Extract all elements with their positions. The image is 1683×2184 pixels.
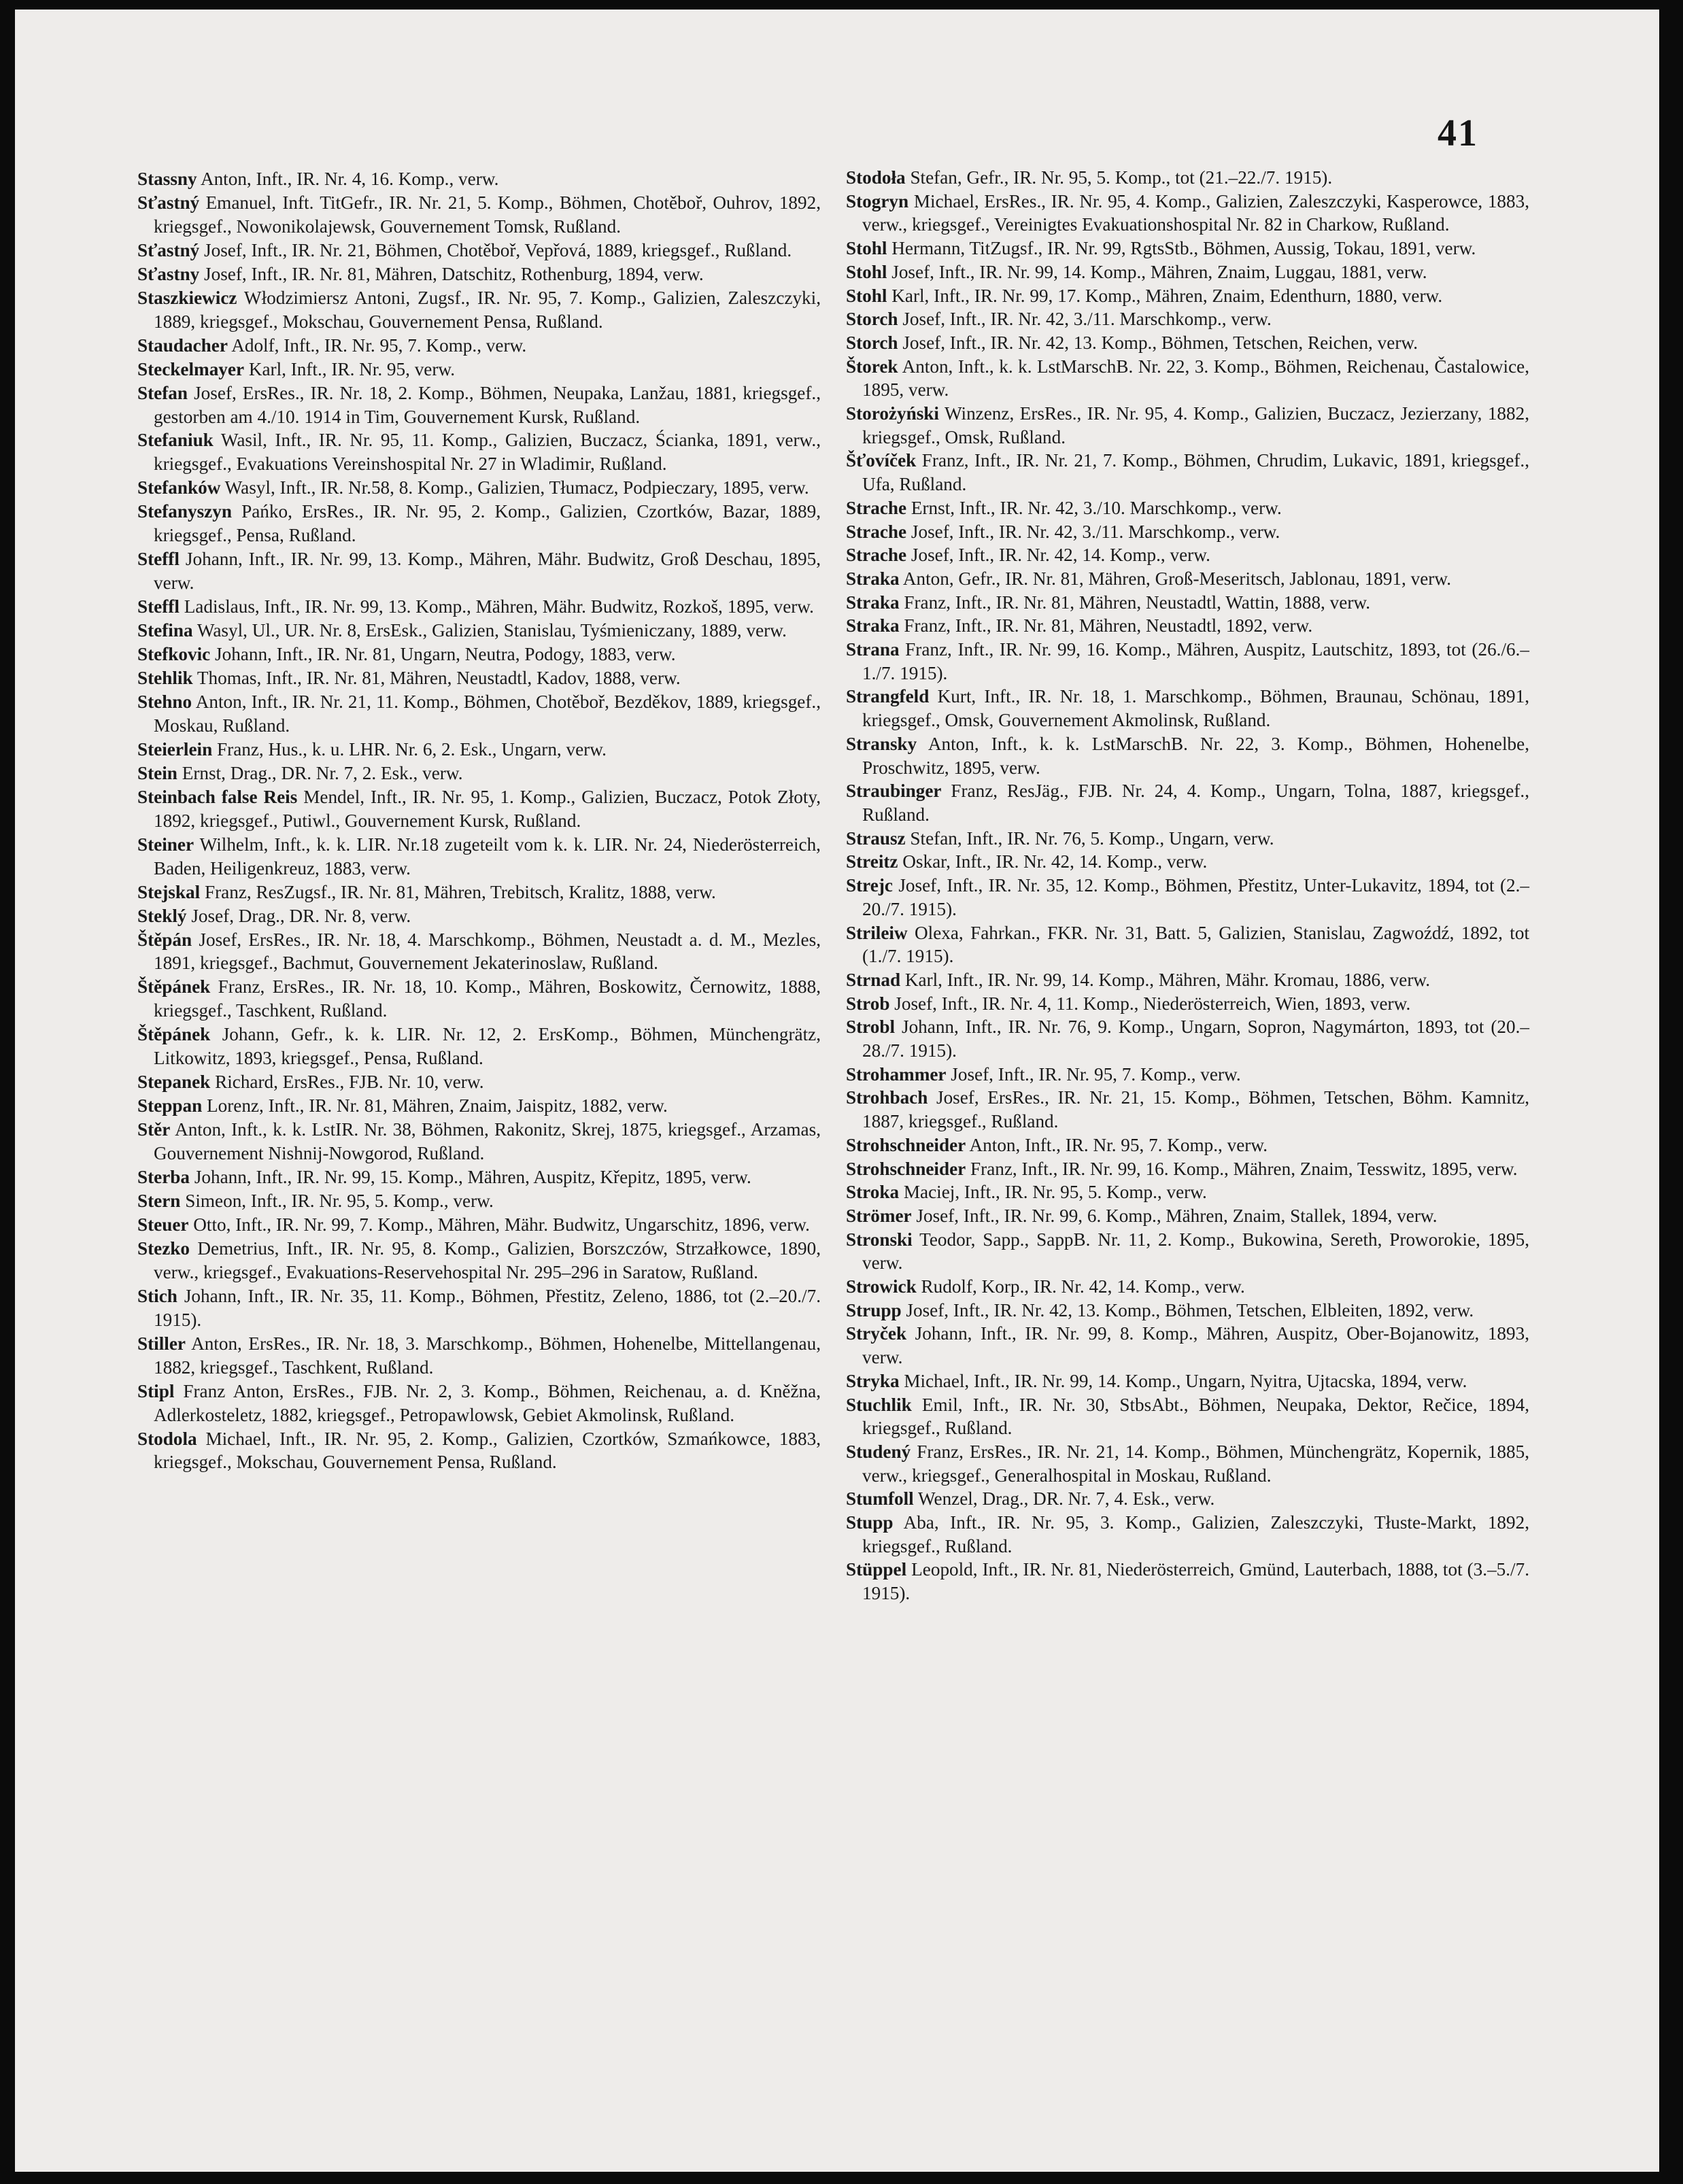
entry-name: Steklý <box>137 905 187 926</box>
entry-text: Karl, Inft., IR. Nr. 99, 14. Komp., Mähren, Mähr. Kromau, 1886, verw. <box>904 969 1431 990</box>
list-item <box>846 1440 1529 1487</box>
entry-name: Stern <box>137 1190 181 1211</box>
entry-text: Josef, Inft., IR. Nr. 4, 11. Komp., Niederösterreich, Wien, 1893, verw. <box>894 993 1411 1014</box>
entry-text: Josef, Drag., DR. Nr. 8, verw. <box>191 905 411 926</box>
entry-text: Josef, Inft., IR. Nr. 81, Mähren, Datschitz, Rothenburg, 1894, verw. <box>204 263 704 284</box>
entry-text: Johann, Inft., IR. Nr. 35, 11. Komp., Böhmen, Přestitz, Zeleno, 1886, tot (2.–20./7. 1915). <box>154 1285 821 1330</box>
list-item <box>137 1213 821 1237</box>
list-item <box>846 1299 1529 1323</box>
list-item <box>137 1094 821 1118</box>
entry-name: Strache <box>846 521 907 542</box>
entry-text: Josef, Inft., IR. Nr. 42, 14. Komp., verw. <box>911 545 1210 566</box>
entry-name: Straka <box>846 568 900 589</box>
entry-text: Franz, ErsRes., IR. Nr. 18, 10. Komp., Mähren, Boskowitz, Černowitz, 1888, kriegsgef., Taschkent, Rußland. <box>154 976 821 1021</box>
entry-text: Anton, Inft., k. k. LstMarschB. Nr. 22, 3. Komp., Böhmen, Reichenau, Častalowice, 1895, verw. <box>862 356 1530 400</box>
list-item <box>846 520 1529 544</box>
entry-name: Sťastný <box>137 192 200 213</box>
entry-text: Michael, ErsRes., IR. Nr. 95, 4. Komp., Galizien, Zaleszczyki, Kasperowce, 1883, verw., kriegsgef., Vereinigtes Evakuationshospital Nr. 82 in Charkow, Rußland. <box>862 190 1529 235</box>
list-item <box>137 1165 821 1189</box>
entry-name: Storożyński <box>846 403 939 424</box>
list-item <box>137 619 821 643</box>
entry-name: Studený <box>846 1441 911 1462</box>
entry-name: Stepanek <box>137 1072 211 1093</box>
entry-name: Strupp <box>846 1299 902 1320</box>
entry-name: Streitz <box>846 851 898 872</box>
entry-name: Strowick <box>846 1276 917 1297</box>
entry-text: Ernst, Drag., DR. Nr. 7, 2. Esk., verw. <box>182 762 463 783</box>
entry-name: Štěpánek <box>137 1024 211 1045</box>
entry-text: Otto, Inft., IR. Nr. 99, 7. Komp., Mähren, Mähr. Budwitz, Ungarschitz, 1896, verw. <box>193 1214 810 1235</box>
list-item <box>846 1511 1529 1558</box>
entry-text: Leopold, Inft., IR. Nr. 81, Niederösterreich, Gmünd, Lauterbach, 1888, tot (3.–5./7. 1915). <box>862 1559 1530 1604</box>
list-item <box>137 1189 821 1213</box>
entry-name: Straubinger <box>846 781 942 802</box>
list-item <box>137 666 821 690</box>
entry-name: Steppan <box>137 1095 203 1116</box>
entry-text: Franz, Inft., IR. Nr. 99, 16. Komp., Mähren, Znaim, Tesswitz, 1895, verw. <box>970 1158 1518 1179</box>
list-item <box>846 284 1529 308</box>
entry-text: Emanuel, Inft. TitGefr., IR. Nr. 21, 5. Komp., Böhmen, Chotěboř, Ouhrov, 1892, kriegsgef., Nowonikolajewsk, Gouvernement Tomsk, Rußland. <box>154 192 821 237</box>
entry-name: Stumfoll <box>846 1488 914 1509</box>
entry-name: Stefaniuk <box>137 430 214 451</box>
list-item <box>846 638 1529 685</box>
entry-text: Franz Anton, ErsRes., FJB. Nr. 2, 3. Komp., Böhmen, Reichenau, a. d. Kněžna, Adlerkosteletz, 1882, kriegsgef., Petropawlowsk, Gebiet Akmolinsk, Rußland. <box>154 1380 821 1425</box>
list-item <box>846 1086 1529 1133</box>
entry-name: Stransky <box>846 733 917 754</box>
list-item <box>846 190 1529 237</box>
entry-name: Strohammer <box>846 1063 947 1085</box>
entry-text: Anton, Inft., IR. Nr. 21, 11. Komp., Böhmen, Chotěboř, Bezděkov, 1889, kriegsgef., Moskau, Rußland. <box>154 691 821 736</box>
list-item <box>137 1284 821 1332</box>
entry-text: Maciej, Inft., IR. Nr. 95, 5. Komp., verw. <box>903 1182 1207 1203</box>
entry-name: Strileiw <box>846 922 908 943</box>
entry-name: Stefkovic <box>137 644 211 665</box>
entry-text: Stefan, Gefr., IR. Nr. 95, 5. Komp., tot (21.–22./7. 1915). <box>910 167 1333 188</box>
list-item <box>137 286 821 334</box>
document-page <box>15 10 1659 2172</box>
right-column <box>846 166 1529 1605</box>
list-item <box>137 975 821 1023</box>
entry-name: Straka <box>846 615 900 636</box>
entry-name: Stassny <box>137 169 197 189</box>
entry-text: Thomas, Inft., IR. Nr. 81, Mähren, Neustadtl, Kadov, 1888, verw. <box>197 668 681 689</box>
list-item <box>846 1487 1529 1511</box>
entry-name: Staszkiewicz <box>137 287 237 308</box>
entry-name: Stipl <box>137 1380 175 1401</box>
list-item <box>846 355 1529 402</box>
list-item <box>137 1380 821 1427</box>
page-number: 41 <box>1438 112 1478 154</box>
entry-text: Demetrius, Inft., IR. Nr. 95, 8. Komp., Galizien, Borszczów, Strzałkowce, 1890, verw., kriegsgef., Evakuations-Reservehospital Nr. 295–296 in Saratow, Rußland. <box>154 1238 821 1282</box>
entry-name: Strana <box>846 639 900 660</box>
entry-text: Franz, Inft., IR. Nr. 99, 16. Komp., Mähren, Auspitz, Lautschitz, 1893, tot (26./6.–1./7. 1915). <box>862 639 1529 683</box>
entry-text: Franz, Inft., IR. Nr. 81, Mähren, Neustadtl, Wattin, 1888, verw. <box>904 592 1371 613</box>
entry-text: Olexa, Fahrkan., FKR. Nr. 31, Batt. 5, Galizien, Stanislau, Zagwoźdź, 1892, tot (1./7. 1915). <box>862 922 1530 967</box>
list-item <box>846 1369 1529 1393</box>
list-item <box>846 921 1529 968</box>
entry-name: Storch <box>846 309 898 330</box>
entry-name: Stezko <box>137 1238 190 1259</box>
entry-text: Mendel, Inft., IR. Nr. 95, 1. Komp., Galizien, Buczacz, Potok Złoty, 1892, kriegsgef., Putiwl., Gouvernement Kursk, Rußland. <box>154 786 821 831</box>
entry-text: Anton, Inft., k. k. LstMarschB. Nr. 22, 3. Komp., Böhmen, Hohenelbe, Proschwitz, 1895, verw. <box>862 733 1530 778</box>
entry-name: Štěpán <box>137 929 192 950</box>
list-item <box>137 1070 821 1094</box>
entry-name: Steiner <box>137 834 194 855</box>
list-item <box>137 643 821 666</box>
entry-text: Teodor, Sapp., SappB. Nr. 11, 2. Komp., Bukowina, Sereth, Proworokie, 1895, verw. <box>862 1229 1529 1274</box>
entry-text: Johann, Inft., IR. Nr. 99, 8. Komp., Mähren, Auspitz, Ober-Bojanowitz, 1893, verw. <box>862 1323 1530 1368</box>
list-item <box>846 1558 1529 1605</box>
entry-text: Michael, Inft., IR. Nr. 95, 2. Komp., Galizien, Czortków, Szmańkowce, 1883, kriegsgef., Mokschau, Gouvernement Pensa, Rußland. <box>154 1428 821 1473</box>
list-item <box>846 732 1529 779</box>
list-item <box>137 239 821 262</box>
entry-name: Sťastny <box>137 263 200 284</box>
entry-name: Stodoła <box>846 167 906 188</box>
list-item <box>137 1118 821 1165</box>
entry-text: Richard, ErsRes., FJB. Nr. 10, verw. <box>215 1072 484 1093</box>
entry-text: Karl, Inft., IR. Nr. 99, 17. Komp., Mähren, Znaim, Edenthurn, 1880, verw. <box>891 285 1443 306</box>
entry-name: Stich <box>137 1285 177 1306</box>
list-item <box>137 904 821 928</box>
list-item <box>846 992 1529 1016</box>
entry-name: Strömer <box>846 1205 912 1226</box>
list-item <box>846 567 1529 591</box>
list-item <box>846 1157 1529 1181</box>
entry-name: Strejc <box>846 875 893 896</box>
entry-text: Josef, ErsRes., IR. Nr. 18, 2. Komp., Böhmen, Neupaka, Lanžau, 1881, kriegsgef., gestorben am 4./10. 1914 in Tim, Gouvernement Kursk, Rußland. <box>154 382 821 427</box>
entry-text: Johann, Gefr., k. k. LIR. Nr. 12, 2. ErsKomp., Böhmen, Münchengrätz, Litkowitz, 1893, kriegsgef., Pensa, Rußland. <box>154 1024 821 1069</box>
entry-name: Štěpánek <box>137 976 211 997</box>
list-item <box>846 1393 1529 1440</box>
entry-text: Johann, Inft., IR. Nr. 81, Ungarn, Neutra, Podogy, 1883, verw. <box>215 644 676 665</box>
list-item <box>846 402 1529 449</box>
entry-name: Sťastný <box>137 239 200 260</box>
list-item <box>137 762 821 785</box>
entry-name: Steuer <box>137 1214 189 1235</box>
list-item <box>137 1237 821 1284</box>
entry-name: Stěr <box>137 1119 171 1140</box>
entry-text: Wenzel, Drag., DR. Nr. 7, 4. Esk., verw. <box>918 1488 1215 1509</box>
entry-text: Karl, Inft., IR. Nr. 95, verw. <box>248 358 456 379</box>
entry-text: Josef, Inft., IR. Nr. 42, 3./11. Marschkomp., verw. <box>902 309 1272 330</box>
entry-name: Stronski <box>846 1229 913 1250</box>
entry-text: Simeon, Inft., IR. Nr. 95, 5. Komp., verw. <box>185 1190 494 1211</box>
list-item <box>137 191 821 239</box>
entry-text: Josef, Inft., IR. Nr. 35, 12. Komp., Böhmen, Přestitz, Unter-Lukavitz, 1894, tot (2.–20./7. 1915). <box>862 875 1529 919</box>
entry-text: Josef, Inft., IR. Nr. 99, 6. Komp., Mähren, Znaim, Stallek, 1894, verw. <box>916 1205 1438 1226</box>
entry-name: Strobl <box>846 1017 896 1038</box>
list-item <box>846 307 1529 331</box>
list-item <box>846 850 1529 874</box>
entry-name: Stohl <box>846 261 887 282</box>
entry-name: Stohl <box>846 238 887 259</box>
entry-text: Josef, Inft., IR. Nr. 42, 13. Komp., Böhmen, Tetschen, Reichen, verw. <box>902 332 1418 353</box>
entry-name: Stehlik <box>137 668 193 689</box>
entry-name: Stejskal <box>137 881 201 902</box>
entry-text: Johann, Inft., IR. Nr. 99, 15. Komp., Mähren, Auspitz, Křepitz, 1895, verw. <box>194 1167 751 1188</box>
entry-name: Stefanków <box>137 477 221 498</box>
entry-name: Strache <box>846 497 907 518</box>
entry-text: Josef, ErsRes., IR. Nr. 21, 15. Komp., Böhmen, Tetschen, Böhm. Kamnitz, 1887, kriegsgef., Rußland. <box>862 1087 1529 1132</box>
entry-text: Anton, Inft., IR. Nr. 4, 16. Komp., verw. <box>200 169 499 189</box>
entry-text: Ladislaus, Inft., IR. Nr. 99, 13. Komp., Mähren, Mähr. Budwitz, Rozkoš, 1895, verw. <box>184 596 814 617</box>
entry-text: Winzenz, ErsRes., IR. Nr. 95, 4. Komp., Galizien, Buczacz, Jezierzany, 1882, kriegsgef., Omsk, Rußland. <box>862 403 1529 447</box>
entry-name: Šťovíček <box>846 450 917 471</box>
entry-name: Stogryn <box>846 190 909 211</box>
entry-name: Strohbach <box>846 1087 928 1108</box>
entry-text: Pańko, ErsRes., IR. Nr. 95, 2. Komp., Galizien, Czortków, Bazar, 1889, kriegsgef., Pensa, Rußland. <box>154 501 821 546</box>
entry-name: Strangfeld <box>846 686 930 707</box>
entry-name: Stroka <box>846 1182 900 1203</box>
list-item <box>846 1133 1529 1157</box>
entry-text: Josef, Inft., IR. Nr. 95, 7. Komp., verw. <box>951 1063 1241 1085</box>
entry-name: Stefanyszyn <box>137 501 232 522</box>
entry-name: Steffl <box>137 596 180 617</box>
entry-text: Wasil, Inft., IR. Nr. 95, 11. Komp., Galizien, Buczacz, Ścianka, 1891, verw., kriegsgef., Evakuations Vereinshospital Nr. 27 in Wladimir, Rußland. <box>154 430 821 475</box>
entry-name: Stryka <box>846 1370 900 1391</box>
entry-text: Franz, Hus., k. u. LHR. Nr. 6, 2. Esk., Ungarn, verw. <box>217 738 607 760</box>
entry-name: Stehno <box>137 691 192 712</box>
list-item <box>846 260 1529 284</box>
list-item <box>137 738 821 762</box>
entry-name: Strnad <box>846 969 901 990</box>
list-item <box>846 237 1529 260</box>
entry-text: Anton, Inft., k. k. LstIR. Nr. 38, Böhmen, Rakonitz, Skrej, 1875, kriegsgef., Arzamas, Gouvernement Nishnij-Nowgorod, Rußland. <box>154 1119 821 1164</box>
entry-text: Johann, Inft., IR. Nr. 76, 9. Komp., Ungarn, Sopron, Nagymárton, 1893, tot (20.–28./7. 1915). <box>862 1017 1530 1061</box>
entry-name: Staudacher <box>137 335 228 356</box>
entry-text: Josef, ErsRes., IR. Nr. 18, 4. Marschkomp., Böhmen, Neustadt a. d. M., Mezles, 1891, kriegsgef., Bachmut, Gouvernement Jekaterinoslaw, Rußland. <box>154 929 821 974</box>
entry-text: Franz, Inft., IR. Nr. 81, Mähren, Neustadtl, 1892, verw. <box>904 615 1313 636</box>
entry-text: Josef, Inft., IR. Nr. 21, Böhmen, Chotěboř, Vepřová, 1889, kriegsgef., Rußland. <box>204 239 792 260</box>
list-item <box>846 685 1529 732</box>
list-item <box>137 381 821 429</box>
list-item <box>137 833 821 881</box>
entry-text: Włodzimiersz Antoni, Zugsf., IR. Nr. 95, 7. Komp., Galizien, Zaleszczyki, 1889, kriegsgef., Mokschau, Gouvernement Pensa, Rußland. <box>154 287 821 332</box>
entry-text: Anton, ErsRes., IR. Nr. 18, 3. Marschkomp., Böhmen, Hohenelbe, Mittellangenau, 1882, kriegsgef., Taschkent, Rußland. <box>154 1333 821 1378</box>
list-item <box>846 874 1529 921</box>
list-item <box>846 968 1529 992</box>
list-item <box>846 331 1529 355</box>
list-item <box>846 543 1529 567</box>
entry-text: Franz, ResZugsf., IR. Nr. 81, Mähren, Trebitsch, Kralitz, 1888, verw. <box>204 881 716 902</box>
entry-text: Stefan, Inft., IR. Nr. 76, 5. Komp., Ungarn, verw. <box>910 827 1274 849</box>
entry-name: Stein <box>137 762 177 783</box>
list-item <box>137 1023 821 1070</box>
list-item <box>137 785 821 833</box>
list-item <box>846 827 1529 851</box>
list-item <box>137 358 821 381</box>
list-item <box>846 1322 1529 1369</box>
list-item <box>846 1204 1529 1228</box>
entry-text: Kurt, Inft., IR. Nr. 18, 1. Marschkomp., Böhmen, Braunau, Schönau, 1891, kriegsgef., Omsk, Gouvernement Akmolinsk, Rußland. <box>862 686 1529 731</box>
list-item <box>846 449 1529 496</box>
entry-name: Strob <box>846 993 890 1014</box>
entry-name: Stupp <box>846 1512 894 1533</box>
list-item <box>846 1275 1529 1299</box>
entry-name: Steierlein <box>137 738 213 760</box>
list-item <box>137 500 821 547</box>
entry-name: Storch <box>846 332 898 353</box>
list-item <box>137 476 821 500</box>
list-item <box>137 881 821 904</box>
list-item <box>846 779 1529 826</box>
list-item <box>137 928 821 976</box>
entry-text: Josef, Inft., IR. Nr. 99, 14. Komp., Mähren, Znaim, Luggau, 1881, verw. <box>891 261 1427 282</box>
list-item <box>137 1427 821 1475</box>
entry-text: Michael, Inft., IR. Nr. 99, 14. Komp., Ungarn, Nyitra, Ujtacska, 1894, verw. <box>904 1370 1467 1391</box>
list-item <box>137 262 821 286</box>
list-item <box>137 690 821 738</box>
entry-name: Steffl <box>137 549 180 570</box>
entry-name: Stiller <box>137 1333 186 1354</box>
list-item <box>137 334 821 358</box>
entry-text: Wasyl, Inft., IR. Nr.58, 8. Komp., Galizien, Tłumacz, Podpieczary, 1895, verw. <box>224 477 809 498</box>
entry-name: Stefina <box>137 620 193 641</box>
entry-text: Hermann, TitZugsf., IR. Nr. 99, RgtsStb., Böhmen, Aussig, Tokau, 1891, verw. <box>891 238 1476 259</box>
entry-text: Adolf, Inft., IR. Nr. 95, 7. Komp., verw. <box>231 335 527 356</box>
entry-name: Sterba <box>137 1167 190 1188</box>
list-item <box>846 614 1529 638</box>
entry-name: Stohl <box>846 285 887 306</box>
entry-text: Josef, Inft., IR. Nr. 42, 3./11. Marschkomp., verw. <box>911 521 1280 542</box>
list-item <box>846 496 1529 520</box>
entry-text: Franz, ErsRes., IR. Nr. 21, 14. Komp., Böhmen, Münchengrätz, Kopernik, 1885, verw., kriegsgef., Generalhospital in Moskau, Rußland. <box>862 1441 1529 1486</box>
entry-text: Josef, Inft., IR. Nr. 42, 13. Komp., Böhmen, Tetschen, Elbleiten, 1892, verw. <box>906 1299 1474 1320</box>
list-item <box>137 595 821 619</box>
entry-text: Wasyl, Ul., UR. Nr. 8, ErsEsk., Galizien, Stanislau, Tyśmieniczany, 1889, verw. <box>197 620 787 641</box>
entry-text: Wilhelm, Inft., k. k. LIR. Nr.18 zugeteilt vom k. k. LIR. Nr. 24, Niederösterreich, Baden, Heiligenkreuz, 1883, verw. <box>154 834 821 878</box>
list-item <box>846 1180 1529 1204</box>
entry-text: Franz, Inft., IR. Nr. 21, 7. Komp., Böhmen, Chrudim, Lukavic, 1891, kriegsgef., Ufa, Rußland. <box>862 450 1529 495</box>
entry-name: Strache <box>846 545 907 566</box>
list-item <box>846 1228 1529 1275</box>
entry-text: Aba, Inft., IR. Nr. 95, 3. Komp., Galizien, Zaleszczyki, Tłuste-Markt, 1892, kriegsgef., Rußland. <box>862 1512 1529 1556</box>
list-item <box>137 428 821 476</box>
list-item <box>137 547 821 595</box>
entry-text: Anton, Gefr., IR. Nr. 81, Mähren, Groß-Meseritsch, Jablonau, 1891, verw. <box>902 568 1452 589</box>
entry-text: Ernst, Inft., IR. Nr. 42, 3./10. Marschkomp., verw. <box>911 497 1282 518</box>
entry-name: Strohschneider <box>846 1158 966 1179</box>
entry-text: Oskar, Inft., IR. Nr. 42, 14. Komp., verw. <box>902 851 1208 872</box>
entry-name: Stryček <box>846 1323 907 1344</box>
entry-name: Stefan <box>137 382 188 403</box>
list-item <box>137 167 821 191</box>
entry-name: Stüppel <box>846 1559 907 1580</box>
entry-text: Johann, Inft., IR. Nr. 99, 13. Komp., Mähren, Mähr. Budwitz, Groß Deschau, 1895, verw. <box>154 549 821 594</box>
entry-text: Franz, ResJäg., FJB. Nr. 24, 4. Komp., Ungarn, Tolna, 1887, kriegsgef., Rußland. <box>862 781 1529 825</box>
entry-name: Steinbach false Reis <box>137 786 298 807</box>
entry-name: Stuchlik <box>846 1394 912 1415</box>
entry-name: Strohschneider <box>846 1134 966 1155</box>
entry-name: Štorek <box>846 356 898 377</box>
entry-text: Lorenz, Inft., IR. Nr. 81, Mähren, Znaim, Jaispitz, 1882, verw. <box>207 1095 668 1116</box>
entry-text: Rudolf, Korp., IR. Nr. 42, 14. Komp., verw. <box>921 1276 1245 1297</box>
entry-name: Straka <box>846 592 900 613</box>
list-item <box>846 1063 1529 1087</box>
list-item <box>846 1015 1529 1062</box>
list-item <box>846 591 1529 615</box>
list-item <box>846 166 1529 190</box>
entry-name: Stodola <box>137 1428 197 1449</box>
entry-text: Emil, Inft., IR. Nr. 30, StbsAbt., Böhmen, Neupaka, Dektor, Rečice, 1894, kriegsgef., Rußland. <box>862 1394 1530 1439</box>
left-column <box>137 167 821 1474</box>
entry-text: Anton, Inft., IR. Nr. 95, 7. Komp., verw. <box>969 1134 1268 1155</box>
list-item <box>137 1332 821 1380</box>
entry-name: Steckelmayer <box>137 358 245 379</box>
entry-name: Strausz <box>846 827 906 849</box>
